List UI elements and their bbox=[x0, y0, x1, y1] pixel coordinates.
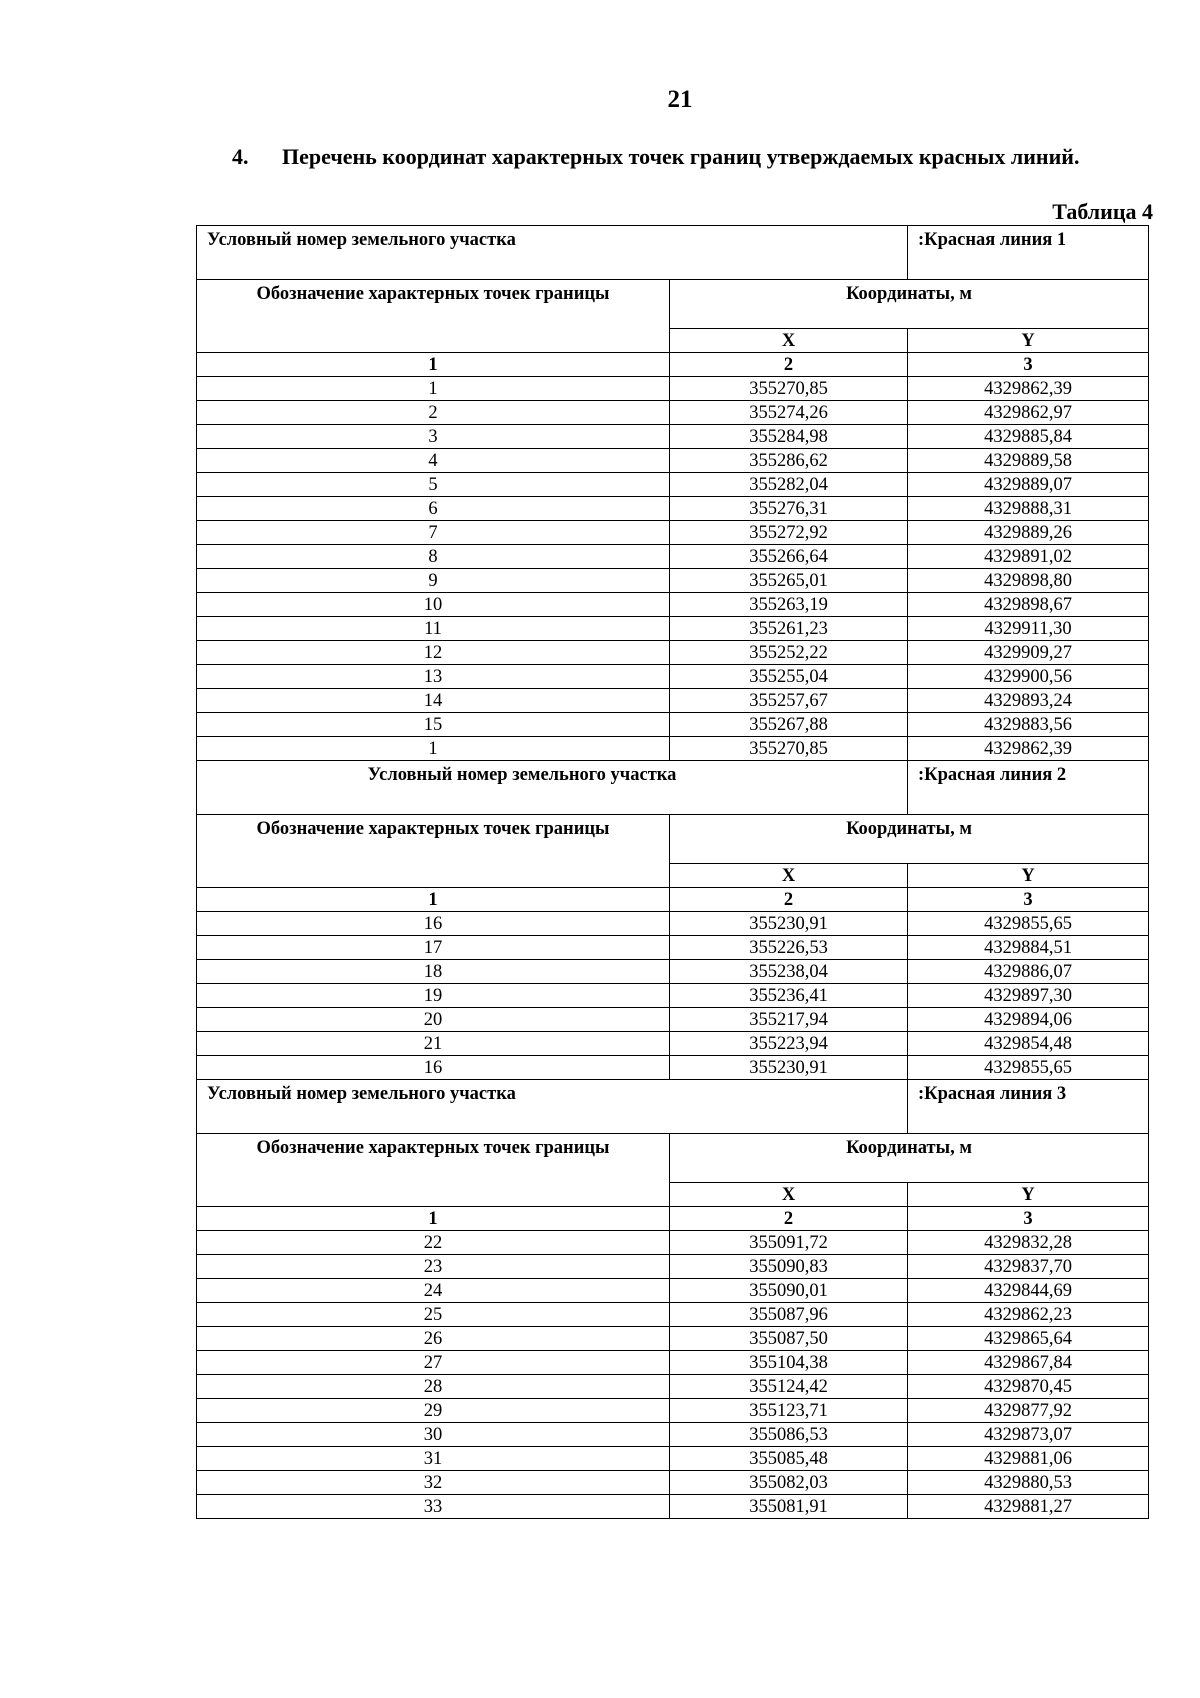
y-coordinate: 4329881,06 bbox=[908, 1447, 1149, 1471]
point-number: 7 bbox=[197, 521, 670, 545]
column-number-row bbox=[197, 353, 1149, 377]
x-coordinate: 355261,23 bbox=[670, 617, 908, 641]
column-number: 3 bbox=[908, 888, 1149, 912]
column-number: 3 bbox=[908, 353, 1149, 377]
x-coordinate: 355272,92 bbox=[670, 521, 908, 545]
column-number: 2 bbox=[670, 353, 908, 377]
y-coordinate: 4329885,84 bbox=[908, 425, 1149, 449]
point-number: 29 bbox=[197, 1399, 670, 1423]
table-row bbox=[197, 1279, 1149, 1303]
page-number: 21 bbox=[667, 86, 693, 113]
points-header: Обозначение характерных точек границы bbox=[197, 1134, 670, 1207]
column-number: 2 bbox=[670, 1207, 908, 1231]
x-coordinate: 355276,31 bbox=[670, 497, 908, 521]
x-coordinate: 355282,04 bbox=[670, 473, 908, 497]
table-row bbox=[197, 1447, 1149, 1471]
point-number: 16 bbox=[197, 1056, 670, 1080]
x-coordinate: 355267,88 bbox=[670, 713, 908, 737]
y-coordinate: 4329889,07 bbox=[908, 473, 1149, 497]
y-coordinate: 4329888,31 bbox=[908, 497, 1149, 521]
x-coordinate: 355284,98 bbox=[670, 425, 908, 449]
coordinates-table bbox=[196, 225, 1149, 1519]
y-coordinate: 4329855,65 bbox=[908, 912, 1149, 936]
point-number: 17 bbox=[197, 936, 670, 960]
table-row bbox=[197, 473, 1149, 497]
points-header: Обозначение характерных точек границы bbox=[197, 815, 670, 888]
point-number: 9 bbox=[197, 569, 670, 593]
point-number: 1 bbox=[197, 737, 670, 761]
table-row bbox=[197, 377, 1149, 401]
x-coordinate: 355270,85 bbox=[670, 737, 908, 761]
table-row bbox=[197, 984, 1149, 1008]
table-row bbox=[197, 1008, 1149, 1032]
table-row bbox=[197, 1495, 1149, 1519]
x-coordinate: 355090,83 bbox=[670, 1255, 908, 1279]
table-row bbox=[197, 1399, 1149, 1423]
x-coordinate: 355238,04 bbox=[670, 960, 908, 984]
column-header-row bbox=[197, 815, 1149, 864]
y-coordinate: 4329862,23 bbox=[908, 1303, 1149, 1327]
y-coordinate: 4329873,07 bbox=[908, 1423, 1149, 1447]
x-coordinate: 355255,04 bbox=[670, 665, 908, 689]
y-coordinate: 4329891,02 bbox=[908, 545, 1149, 569]
x-coordinate: 355217,94 bbox=[670, 1008, 908, 1032]
y-coordinate: 4329877,92 bbox=[908, 1399, 1149, 1423]
point-number: 20 bbox=[197, 1008, 670, 1032]
coordinates-header: Координаты, м bbox=[670, 1134, 1149, 1183]
table-row bbox=[197, 912, 1149, 936]
y-axis-header: Y bbox=[908, 329, 1149, 353]
table-row bbox=[197, 545, 1149, 569]
point-number: 25 bbox=[197, 1303, 670, 1327]
table-row bbox=[197, 641, 1149, 665]
x-coordinate: 355236,41 bbox=[670, 984, 908, 1008]
parcel-header-row bbox=[197, 761, 1149, 815]
y-coordinate: 4329900,56 bbox=[908, 665, 1149, 689]
point-number: 13 bbox=[197, 665, 670, 689]
x-coordinate: 355104,38 bbox=[670, 1351, 908, 1375]
point-number: 28 bbox=[197, 1375, 670, 1399]
x-coordinate: 355086,53 bbox=[670, 1423, 908, 1447]
coordinates-header: Координаты, м bbox=[670, 280, 1149, 329]
table-caption: Таблица 4 bbox=[1052, 199, 1153, 224]
point-number: 10 bbox=[197, 593, 670, 617]
y-coordinate: 4329894,06 bbox=[908, 1008, 1149, 1032]
table-row bbox=[197, 936, 1149, 960]
point-number: 27 bbox=[197, 1351, 670, 1375]
x-coordinate: 355226,53 bbox=[670, 936, 908, 960]
y-coordinate: 4329867,84 bbox=[908, 1351, 1149, 1375]
red-line-label: :Красная линия 2 bbox=[908, 761, 1149, 815]
point-number: 2 bbox=[197, 401, 670, 425]
y-axis-header: Y bbox=[908, 1183, 1149, 1207]
table-row bbox=[197, 617, 1149, 641]
table-row bbox=[197, 665, 1149, 689]
point-number: 6 bbox=[197, 497, 670, 521]
y-coordinate: 4329898,80 bbox=[908, 569, 1149, 593]
y-coordinate: 4329832,28 bbox=[908, 1231, 1149, 1255]
heading-number: 4. bbox=[232, 144, 249, 169]
point-number: 33 bbox=[197, 1495, 670, 1519]
y-coordinate: 4329862,97 bbox=[908, 401, 1149, 425]
table-row bbox=[197, 1423, 1149, 1447]
table-row bbox=[197, 1327, 1149, 1351]
point-number: 21 bbox=[197, 1032, 670, 1056]
x-coordinate: 355081,91 bbox=[670, 1495, 908, 1519]
x-axis-header: X bbox=[670, 864, 908, 888]
point-number: 19 bbox=[197, 984, 670, 1008]
table-row bbox=[197, 960, 1149, 984]
x-coordinate: 355223,94 bbox=[670, 1032, 908, 1056]
y-coordinate: 4329897,30 bbox=[908, 984, 1149, 1008]
y-coordinate: 4329865,64 bbox=[908, 1327, 1149, 1351]
point-number: 23 bbox=[197, 1255, 670, 1279]
point-number: 26 bbox=[197, 1327, 670, 1351]
x-coordinate: 355230,91 bbox=[670, 1056, 908, 1080]
red-line-label: :Красная линия 3 bbox=[908, 1080, 1149, 1134]
x-coordinate: 355123,71 bbox=[670, 1399, 908, 1423]
parcel-header-row bbox=[197, 1080, 1149, 1134]
table-row bbox=[197, 593, 1149, 617]
table-row bbox=[197, 1303, 1149, 1327]
x-coordinate: 355085,48 bbox=[670, 1447, 908, 1471]
y-coordinate: 4329883,56 bbox=[908, 713, 1149, 737]
y-coordinate: 4329844,69 bbox=[908, 1279, 1149, 1303]
point-number: 15 bbox=[197, 713, 670, 737]
x-axis-header: X bbox=[670, 1183, 908, 1207]
point-number: 24 bbox=[197, 1279, 670, 1303]
y-coordinate: 4329898,67 bbox=[908, 593, 1149, 617]
x-coordinate: 355087,96 bbox=[670, 1303, 908, 1327]
point-number: 16 bbox=[197, 912, 670, 936]
table-row bbox=[197, 737, 1149, 761]
table-row bbox=[197, 713, 1149, 737]
y-coordinate: 4329889,26 bbox=[908, 521, 1149, 545]
table-row bbox=[197, 1471, 1149, 1495]
y-coordinate: 4329884,51 bbox=[908, 936, 1149, 960]
x-coordinate: 355124,42 bbox=[670, 1375, 908, 1399]
table-row bbox=[197, 1231, 1149, 1255]
table-row bbox=[197, 449, 1149, 473]
column-number: 1 bbox=[197, 1207, 670, 1231]
x-coordinate: 355265,01 bbox=[670, 569, 908, 593]
x-coordinate: 355286,62 bbox=[670, 449, 908, 473]
y-coordinate: 4329862,39 bbox=[908, 737, 1149, 761]
x-axis-header: X bbox=[670, 329, 908, 353]
y-coordinate: 4329889,58 bbox=[908, 449, 1149, 473]
x-coordinate: 355274,26 bbox=[670, 401, 908, 425]
table-row bbox=[197, 1255, 1149, 1279]
table-row bbox=[197, 1032, 1149, 1056]
x-coordinate: 355252,22 bbox=[670, 641, 908, 665]
column-header-row bbox=[197, 280, 1149, 329]
red-line-label: :Красная линия 1 bbox=[908, 226, 1149, 280]
parcel-label: Условный номер земельного участка bbox=[197, 761, 908, 815]
column-header-row bbox=[197, 1134, 1149, 1183]
y-coordinate: 4329909,27 bbox=[908, 641, 1149, 665]
table-row bbox=[197, 1351, 1149, 1375]
point-number: 3 bbox=[197, 425, 670, 449]
point-number: 22 bbox=[197, 1231, 670, 1255]
parcel-header-row bbox=[197, 226, 1149, 280]
column-number: 1 bbox=[197, 888, 670, 912]
point-number: 5 bbox=[197, 473, 670, 497]
y-coordinate: 4329886,07 bbox=[908, 960, 1149, 984]
point-number: 30 bbox=[197, 1423, 670, 1447]
section-heading bbox=[232, 143, 1112, 171]
table-row bbox=[197, 569, 1149, 593]
x-coordinate: 355266,64 bbox=[670, 545, 908, 569]
table-row bbox=[197, 497, 1149, 521]
y-coordinate: 4329911,30 bbox=[908, 617, 1149, 641]
point-number: 11 bbox=[197, 617, 670, 641]
column-number: 1 bbox=[197, 353, 670, 377]
point-number: 32 bbox=[197, 1471, 670, 1495]
point-number: 14 bbox=[197, 689, 670, 713]
column-number: 3 bbox=[908, 1207, 1149, 1231]
point-number: 1 bbox=[197, 377, 670, 401]
x-coordinate: 355263,19 bbox=[670, 593, 908, 617]
parcel-label: Условный номер земельного участка bbox=[197, 1080, 908, 1134]
column-number-row bbox=[197, 1207, 1149, 1231]
points-header: Обозначение характерных точек границы bbox=[197, 280, 670, 353]
point-number: 18 bbox=[197, 960, 670, 984]
table-row bbox=[197, 689, 1149, 713]
y-coordinate: 4329881,27 bbox=[908, 1495, 1149, 1519]
point-number: 4 bbox=[197, 449, 670, 473]
y-axis-header: Y bbox=[908, 864, 1149, 888]
heading-text: Перечень координат характерных точек границ утверждаемых красных линий. bbox=[282, 144, 1080, 169]
x-coordinate: 355230,91 bbox=[670, 912, 908, 936]
table-row bbox=[197, 401, 1149, 425]
table-row bbox=[197, 425, 1149, 449]
coordinates-header: Координаты, м bbox=[670, 815, 1149, 864]
y-coordinate: 4329854,48 bbox=[908, 1032, 1149, 1056]
x-coordinate: 355091,72 bbox=[670, 1231, 908, 1255]
y-coordinate: 4329862,39 bbox=[908, 377, 1149, 401]
column-number: 2 bbox=[670, 888, 908, 912]
y-coordinate: 4329893,24 bbox=[908, 689, 1149, 713]
y-coordinate: 4329870,45 bbox=[908, 1375, 1149, 1399]
parcel-label: Условный номер земельного участка bbox=[197, 226, 908, 280]
point-number: 31 bbox=[197, 1447, 670, 1471]
x-coordinate: 355082,03 bbox=[670, 1471, 908, 1495]
x-coordinate: 355087,50 bbox=[670, 1327, 908, 1351]
table-row bbox=[197, 1056, 1149, 1080]
point-number: 8 bbox=[197, 545, 670, 569]
table-row bbox=[197, 521, 1149, 545]
x-coordinate: 355270,85 bbox=[670, 377, 908, 401]
table-row bbox=[197, 1375, 1149, 1399]
point-number: 12 bbox=[197, 641, 670, 665]
x-coordinate: 355090,01 bbox=[670, 1279, 908, 1303]
column-number-row bbox=[197, 888, 1149, 912]
x-coordinate: 355257,67 bbox=[670, 689, 908, 713]
y-coordinate: 4329837,70 bbox=[908, 1255, 1149, 1279]
y-coordinate: 4329880,53 bbox=[908, 1471, 1149, 1495]
y-coordinate: 4329855,65 bbox=[908, 1056, 1149, 1080]
